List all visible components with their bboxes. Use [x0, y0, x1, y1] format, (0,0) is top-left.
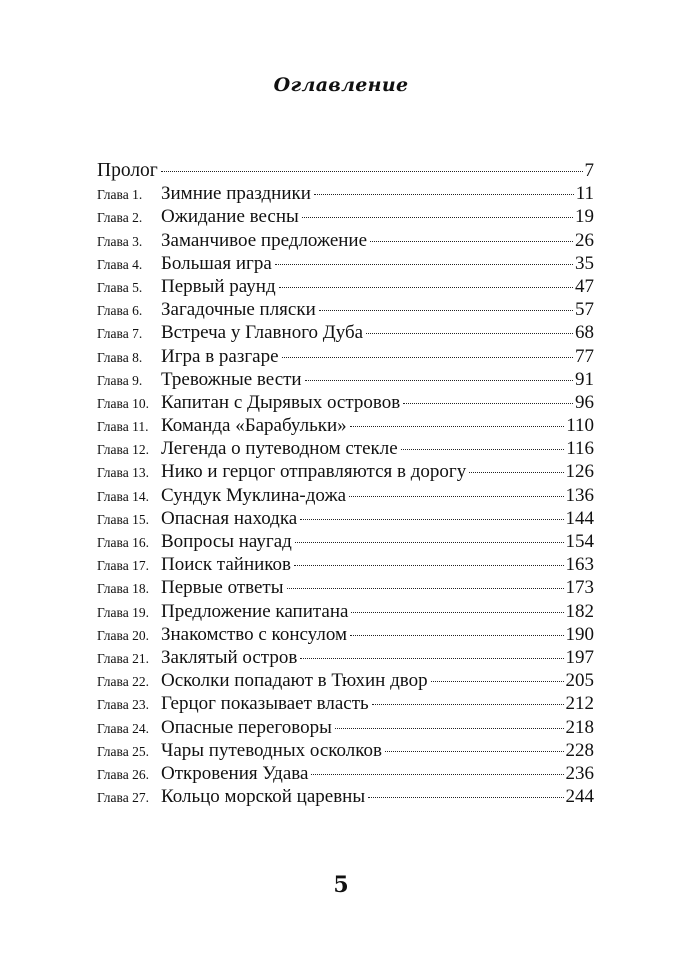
toc-entry-title: Зимние праздники [161, 183, 311, 205]
dot-leader [366, 333, 573, 334]
dot-leader [368, 797, 563, 798]
toc-entry-label: Глава 12. [97, 442, 149, 458]
toc-entry-title: Легенда о путеводном стекле [161, 438, 398, 460]
toc-entry-label: Глава 20. [97, 627, 149, 643]
toc-entry-page: 19 [575, 206, 594, 228]
toc-entry-page: 144 [565, 507, 594, 529]
toc-entry-title: Тревожные вести [161, 368, 302, 390]
dot-leader [282, 357, 573, 358]
toc-entry-label: Глава 14. [97, 488, 149, 504]
dot-leader [372, 704, 564, 705]
toc-entry-page: 110 [566, 415, 594, 437]
dot-leader [300, 519, 563, 520]
toc-entry-title: Команда «Барабульки» [161, 415, 347, 437]
toc-entry-page: 91 [575, 368, 594, 390]
toc-entry [97, 554, 594, 577]
toc-entry-title: Сундук Муклина-дожа [161, 484, 346, 506]
toc-entry-label: Глава 6. [97, 303, 143, 319]
toc-entry-page: 197 [565, 646, 594, 668]
toc-entry [97, 415, 594, 438]
toc-entry [97, 577, 594, 600]
toc-entry-title: Осколки попадают в Тюхин двор [161, 670, 428, 692]
toc-entry [97, 230, 594, 253]
toc-entry-label: Глава 25. [97, 743, 149, 759]
dot-leader [349, 496, 564, 497]
table-of-contents [97, 160, 594, 809]
toc-entry [97, 693, 594, 716]
toc-entry-title: Чары путеводных осколков [161, 739, 382, 761]
page-number: 5 [333, 872, 349, 898]
toc-entry-page: 96 [575, 391, 594, 413]
toc-entry-title: Пролог [97, 160, 158, 181]
dot-leader [287, 588, 564, 589]
page-title: Оглавление [273, 74, 409, 96]
toc-entry-page: 244 [565, 786, 594, 808]
dot-leader [300, 658, 563, 659]
toc-entry-page: 154 [565, 531, 594, 552]
toc-entry [97, 647, 594, 670]
dot-leader [335, 728, 564, 729]
toc-entry-label: Глава 17. [97, 558, 149, 574]
toc-entry [97, 508, 594, 531]
toc-entry-label: Глава 2. [97, 210, 143, 226]
toc-entry-label: Глава 10. [97, 395, 149, 411]
dot-leader [469, 472, 563, 473]
toc-entry [97, 670, 594, 693]
dot-leader [311, 774, 563, 775]
toc-entry [97, 276, 594, 299]
toc-entry-page: 77 [575, 345, 594, 367]
toc-entry [97, 299, 594, 322]
toc-entry-title: Нико и герцог отправляются в дорогу [161, 461, 467, 483]
toc-entry-title: Откровения Удава [161, 762, 309, 784]
toc-entry-page: 7 [584, 160, 594, 181]
toc-entry-title: Предложение капитана [161, 600, 349, 622]
toc-entry-label: Глава 4. [97, 256, 143, 272]
toc-entry-title: Заманчивое предложение [161, 229, 368, 251]
dot-leader [350, 635, 564, 636]
toc-entry-label: Глава 15. [97, 511, 149, 527]
toc-entry-label: Глава 16. [97, 535, 149, 550]
toc-entry-title: Большая игра [161, 252, 272, 274]
toc-entry [97, 346, 594, 369]
toc-entry-label: Глава 22. [97, 674, 149, 690]
toc-entry-page: 68 [575, 322, 594, 344]
dot-leader [302, 217, 573, 218]
toc-entry-page: 228 [565, 739, 594, 761]
toc-entry-title: Встреча у Главного Дуба [161, 322, 364, 344]
dot-leader [351, 612, 563, 613]
toc-entry-page: 212 [565, 693, 594, 715]
toc-entry [97, 322, 594, 345]
toc-entry-title: Поиск тайников [161, 554, 292, 576]
toc-entry-page: 57 [575, 299, 594, 321]
toc-entry-label: Глава 19. [97, 604, 149, 620]
dot-leader [279, 287, 573, 288]
toc-entry-label: Глава 5. [97, 279, 143, 295]
toc-entry-label: Глава 21. [97, 650, 149, 666]
toc-entry-title: Загадочные пляски [161, 299, 316, 321]
toc-entry [97, 717, 594, 740]
toc-entry-title: Опасные переговоры [161, 716, 332, 738]
toc-entry-page: 173 [565, 577, 594, 599]
toc-entry-title: Вопросы наугад [161, 531, 292, 552]
toc-entry-page: 26 [575, 229, 594, 251]
toc-entry-page: 205 [565, 670, 594, 692]
toc-entry-title: Капитан с Дырявых островов [161, 391, 401, 413]
toc-entry [97, 461, 594, 484]
toc-entry-label: Глава 23. [97, 697, 149, 713]
toc-entry-label: Глава 26. [97, 766, 149, 782]
toc-entry-label: Глава 7. [97, 326, 143, 342]
dot-leader [295, 542, 564, 543]
toc-entry-title: Кольцо морской царевны [161, 786, 366, 808]
dot-leader [385, 751, 564, 752]
toc-entry-title: Опасная находка [161, 507, 298, 529]
toc-entry-label: Глава 9. [97, 372, 143, 388]
toc-entry-title: Игра в разгаре [161, 345, 279, 367]
dot-leader [431, 681, 564, 682]
toc-entry-label: Глава 24. [97, 720, 149, 736]
dot-leader [314, 194, 574, 195]
toc-entry-title: Первый раунд [161, 275, 276, 297]
toc-entry-page: 136 [565, 484, 594, 506]
toc-entry-label: Глава 1. [97, 187, 143, 203]
toc-entry-title: Заклятый остров [161, 646, 298, 668]
toc-entry [97, 253, 594, 276]
dot-leader [401, 449, 565, 450]
toc-entry-label: Глава 3. [97, 233, 143, 249]
toc-entry [97, 206, 594, 229]
toc-entry-page: 190 [565, 623, 594, 645]
toc-entry-title: Ожидание весны [161, 206, 299, 228]
toc-entry [97, 485, 594, 508]
toc-entry [97, 369, 594, 392]
toc-entry-label: Глава 18. [97, 581, 149, 597]
toc-entry [97, 183, 594, 206]
toc-entry [97, 740, 594, 763]
toc-entry [97, 763, 594, 786]
toc-entry-prolog [97, 160, 594, 183]
toc-entry [97, 392, 594, 415]
toc-entry-title: Знакомство с консулом [161, 623, 347, 645]
toc-entry [97, 531, 594, 554]
toc-entry-page: 163 [565, 554, 594, 576]
dot-leader [305, 380, 573, 381]
toc-entry-page: 236 [565, 762, 594, 784]
dot-leader [161, 171, 583, 172]
dot-leader [294, 565, 563, 566]
toc-entry-page: 11 [575, 183, 594, 205]
toc-entry-title: Первые ответы [161, 577, 284, 599]
toc-entry-page: 182 [565, 600, 594, 622]
toc-entry-page: 47 [575, 275, 594, 297]
toc-entry-page: 218 [565, 716, 594, 738]
toc-entry [97, 601, 594, 624]
toc-entry-page: 35 [575, 252, 594, 274]
toc-entry [97, 624, 594, 647]
toc-entry-label: Глава 8. [97, 349, 143, 365]
toc-entry-title: Герцог показывает власть [161, 693, 369, 715]
dot-leader [403, 403, 573, 404]
dot-leader [275, 264, 573, 265]
toc-entry-page: 116 [566, 438, 594, 460]
toc-entry-page: 126 [565, 461, 594, 483]
toc-entry-label: Глава 13. [97, 465, 149, 481]
toc-entry-label: Глава 11. [97, 419, 149, 435]
dot-leader [319, 310, 573, 311]
toc-entry-label: Глава 27. [97, 790, 149, 806]
dot-leader [350, 426, 565, 427]
dot-leader [370, 241, 573, 242]
toc-entry [97, 438, 594, 461]
toc-entry [97, 786, 594, 809]
